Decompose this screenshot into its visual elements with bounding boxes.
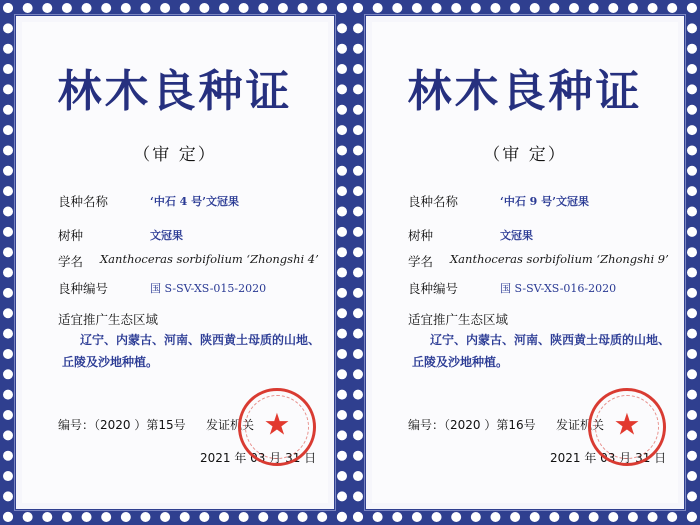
- variety-label: 良种名称: [408, 194, 459, 209]
- region-line-2: 丘陵及沙地种植。: [412, 355, 509, 369]
- code-value: 国 S-SV-XS-016-2020: [500, 282, 617, 295]
- official-seal: [588, 388, 666, 466]
- certificate-subtitle: （审 定）: [133, 145, 217, 165]
- star-icon: ★: [613, 407, 641, 443]
- region-line-2: 丘陵及沙地种植。: [62, 355, 159, 369]
- issuer-label: 发证机关: [206, 418, 255, 432]
- certificate-number: 编号：（2020 ）第16号: [408, 418, 536, 432]
- variety-value: ‘中石 4 号’文冠果: [150, 195, 239, 208]
- star-icon: ★: [263, 407, 291, 443]
- species-value: 文冠果: [150, 229, 183, 242]
- certificate-title: 林木良种证: [57, 66, 293, 117]
- certificate-number: 编号：（2020 ）第15号: [58, 418, 186, 432]
- species-label: 树种: [408, 228, 434, 243]
- region-line-1: 辽宁、内蒙古、河南、陕西黄土母质的山地、: [80, 333, 321, 347]
- code-label: 良种编号: [58, 281, 109, 296]
- code-value: 国 S-SV-XS-015-2020: [150, 282, 267, 295]
- scientific-name-value: Xanthoceras sorbifolium ‘Zhongshi 9’: [450, 252, 669, 266]
- certificate-subtitle: （审 定）: [483, 145, 567, 165]
- variety-label: 良种名称: [58, 194, 109, 209]
- code-label: 良种编号: [408, 281, 459, 296]
- region-line-1: 辽宁、内蒙古、河南、陕西黄土母质的山地、: [430, 333, 671, 347]
- region-label: 适宜推广生态区域: [408, 312, 509, 327]
- region-text: [412, 329, 680, 373]
- variety-value: ‘中石 9 号’文冠果: [500, 195, 589, 208]
- issuer-label: 发证机关: [556, 418, 605, 432]
- region-label: 适宜推广生态区域: [58, 312, 159, 327]
- scientific-name-label: 学名: [408, 254, 434, 269]
- issue-date: 2021 年 03 月 31 日: [550, 451, 667, 465]
- issue-date: 2021 年 03 月 31 日: [200, 451, 317, 465]
- certificate-right: [350, 0, 700, 525]
- region-text: [62, 329, 330, 373]
- official-seal: [238, 388, 316, 466]
- scientific-name-value: Xanthoceras sorbifolium ‘Zhongshi 4’: [100, 252, 319, 266]
- species-label: 树种: [58, 228, 84, 243]
- scientific-name-label: 学名: [58, 254, 84, 269]
- certificate-title: 林木良种证: [407, 66, 643, 117]
- species-value: 文冠果: [500, 229, 533, 242]
